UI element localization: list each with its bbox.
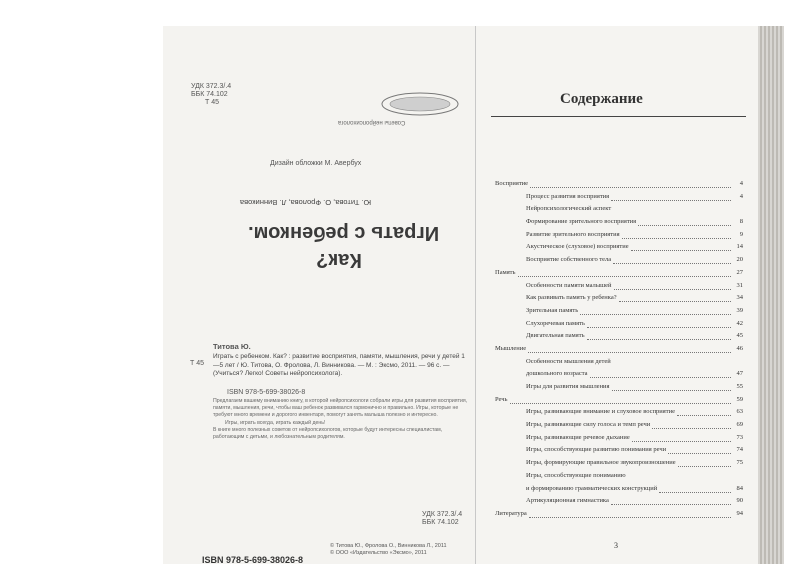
toc-entry [495,470,743,483]
toc-section [495,267,743,280]
toc-entry [495,305,743,318]
toc-leader-dots [659,483,731,493]
toc-label: Особенности памяти малышей [526,281,612,289]
toc-page: 74 [736,446,743,454]
toc-entry [495,330,743,343]
copyright-publisher: © ООО «Издательство «Эксмо», 2011 [330,550,427,556]
udk-top: УДК 372.3/.4 [191,83,232,90]
toc-leader-dots [638,216,731,226]
toc-label: Развитие зрительного восприятия [526,230,620,238]
toc-entry [495,292,743,305]
upside-down-title-line1: Играть с ребенком. [248,222,440,244]
annotation [213,398,468,441]
title-rule [491,116,746,117]
toc-entry [495,368,743,381]
toc-label: Нейропсихологический аспект [526,205,612,213]
table-of-contents [495,178,743,521]
toc-page: 94 [736,509,743,517]
toc-leader-dots [580,305,731,315]
cover-designer: Дизайн обложки М. Авербух [270,160,362,167]
toc-page: 63 [736,408,743,416]
annotation-text: Предлагаем вашему вниманию книгу, в которой нейропсихологи собрали игры для развития восприятия, памяти, мышления, речи, чтобы ваш ребенок развивался гармонично и правильно. Игры, которые не требуют много времени и дорогого инвентаря, помогут занять малыша полезно и интересно. [213,398,468,419]
toc-leader-dots [619,292,731,302]
toc-leader-dots [614,280,731,290]
annotation-note: Игры, играть всегда, играть каждый день! [225,419,326,426]
copyright-authors: © Титова Ю., Фролова О., Винникова Л., 2011 [330,543,447,549]
toc-page: 20 [736,256,743,264]
toc-page: 59 [736,395,743,403]
toc-page: 4 [739,192,743,200]
toc-label: Как развивать память у ребенка? [526,294,617,302]
toc-entry [495,318,743,331]
toc-section [495,178,743,191]
t45-top: Т 45 [205,99,220,106]
isbn-small: ISBN 978-5-699-38026-8 [227,389,306,396]
isbn-barcode-line: ISBN 978-5-699-38026-8 [202,555,304,565]
toc-leader-dots [632,432,731,442]
bibliographic-record: Играть с ребенком. Как? : развитие восприятия, памяти, мышления, речи у детей 1—5 лет / Ю. Титова, О. Фролова, Л. Винникова. — М. : Эксмо, 2011. — 96 с. — (Учиться? Легко! Советы нейропсихолога). [213,353,465,377]
toc-entry [495,444,743,457]
toc-leader-dots [528,343,731,353]
toc-page: 47 [736,370,743,378]
toc-label: Игры, развивающие силу голоса и темп речи [526,421,651,429]
toc-entry [495,457,743,470]
toc-page: 42 [736,319,743,327]
toc-leader-dots [652,419,731,429]
toc-entry [495,495,743,508]
bbk-bottom: ББК 74.102 [422,519,459,526]
toc-page: 9 [739,230,743,238]
toc-leader-dots [611,495,731,505]
toc-label: Восприятие [495,180,529,187]
toc-page: 39 [736,306,743,314]
toc-page: 69 [736,421,743,429]
toc-page: 27 [736,268,743,276]
toc-page: 45 [736,332,743,340]
toc-page: 46 [736,344,743,352]
toc-label: Игры, способствующие развитию понимания речи [526,446,667,454]
toc-page: 55 [736,383,743,390]
logo-caption: Советы нейропсихолога [338,119,406,125]
toc-label: Процесс развития восприятия [526,192,610,200]
toc-leader-dots [587,330,731,340]
toc-label: Акустическое (слуховое) восприятие [526,243,629,251]
toc-leader-dots [613,254,731,264]
toc-leader-dots [678,457,731,467]
toc-label: Мышление [495,344,527,352]
toc-label: и формированию грамматических конструкций [526,484,658,492]
toc-label: Игры, развивающие внимание и слуховое восприятие [526,408,675,416]
upside-down-authors: Ю. Титова, О. Фролова, Л. Винникова [240,198,372,207]
toc-page: 84 [736,484,743,492]
toc-label: Зрительная память [526,306,579,314]
toc-label: Двигательная память [526,332,585,340]
author-heading: Титова Ю. [213,342,251,351]
toc-page: 31 [736,281,743,289]
toc-leader-dots [622,229,731,239]
t45-side: Т 45 [190,360,205,367]
toc-entry [495,216,743,229]
toc-leader-dots [611,191,731,201]
toc-page: 4 [739,180,743,187]
toc-leader-dots [631,241,731,251]
toc-label: Артикуляционная гимнастика [526,497,609,505]
toc-entry [495,203,743,216]
toc-leader-dots [587,318,731,328]
toc-page: 90 [736,497,743,505]
toc-leader-dots [590,368,731,378]
toc-leader-dots [530,178,731,188]
bbk-top: ББК 74.102 [191,91,228,98]
toc-entry [495,191,743,204]
toc-label: Особенности мышления детей [526,357,611,365]
toc-entry [495,432,743,445]
udk-bottom: УДК 372.3/.4 [422,511,463,518]
toc-entry [495,381,743,394]
toc-leader-dots [677,406,731,416]
page-edge-strip [758,26,784,564]
publisher-logo-icon [380,90,460,118]
toc-leader-dots [510,394,731,404]
toc-leader-dots [612,381,731,391]
toc-leader-dots [518,267,731,277]
toc-section [495,343,743,356]
toc-label: Слухоречевая память [526,319,585,327]
toc-page: 75 [736,459,743,467]
page-number: 3 [614,541,618,550]
toc-page: 8 [739,218,743,226]
annotation-tail: В книге много полезных советов от нейропсихологов, которые будут интересны специалистам, работающим с детьми, и любознательным родителям. [213,426,443,441]
toc-entry [495,406,743,419]
contents-title: Содержание [560,91,643,107]
toc-label: Восприятие собственного тела [526,256,612,264]
toc-label: дошкольного возраста [526,370,588,378]
toc-label: Игры, формирующие правильное звукопроизношение [526,459,676,467]
upside-down-title-line2: Как? [316,249,362,271]
toc-label: Игры, развивающие речевое дыхание [526,433,630,441]
toc-label: Формирование зрительного восприятия [526,218,637,226]
toc-section [495,394,743,407]
toc-label: Память [495,268,516,276]
toc-label: Литература [495,509,527,517]
toc-entry [495,229,743,242]
toc-entry [495,280,743,293]
toc-entry [495,419,743,432]
toc-label: Игры для развития мышления [526,383,610,390]
toc-page: 34 [736,294,743,302]
toc-page: 14 [736,243,743,251]
copyright-block [330,543,447,557]
toc-label: Игры, способствующие пониманию [526,471,626,479]
toc-entry [495,483,743,496]
toc-entry [495,356,743,369]
toc-leader-dots [668,444,731,454]
toc-section [495,508,743,521]
toc-entry [495,254,743,267]
toc-leader-dots [529,508,731,518]
toc-page: 73 [736,433,743,441]
toc-label: Речь [495,395,508,403]
toc-entry [495,241,743,254]
